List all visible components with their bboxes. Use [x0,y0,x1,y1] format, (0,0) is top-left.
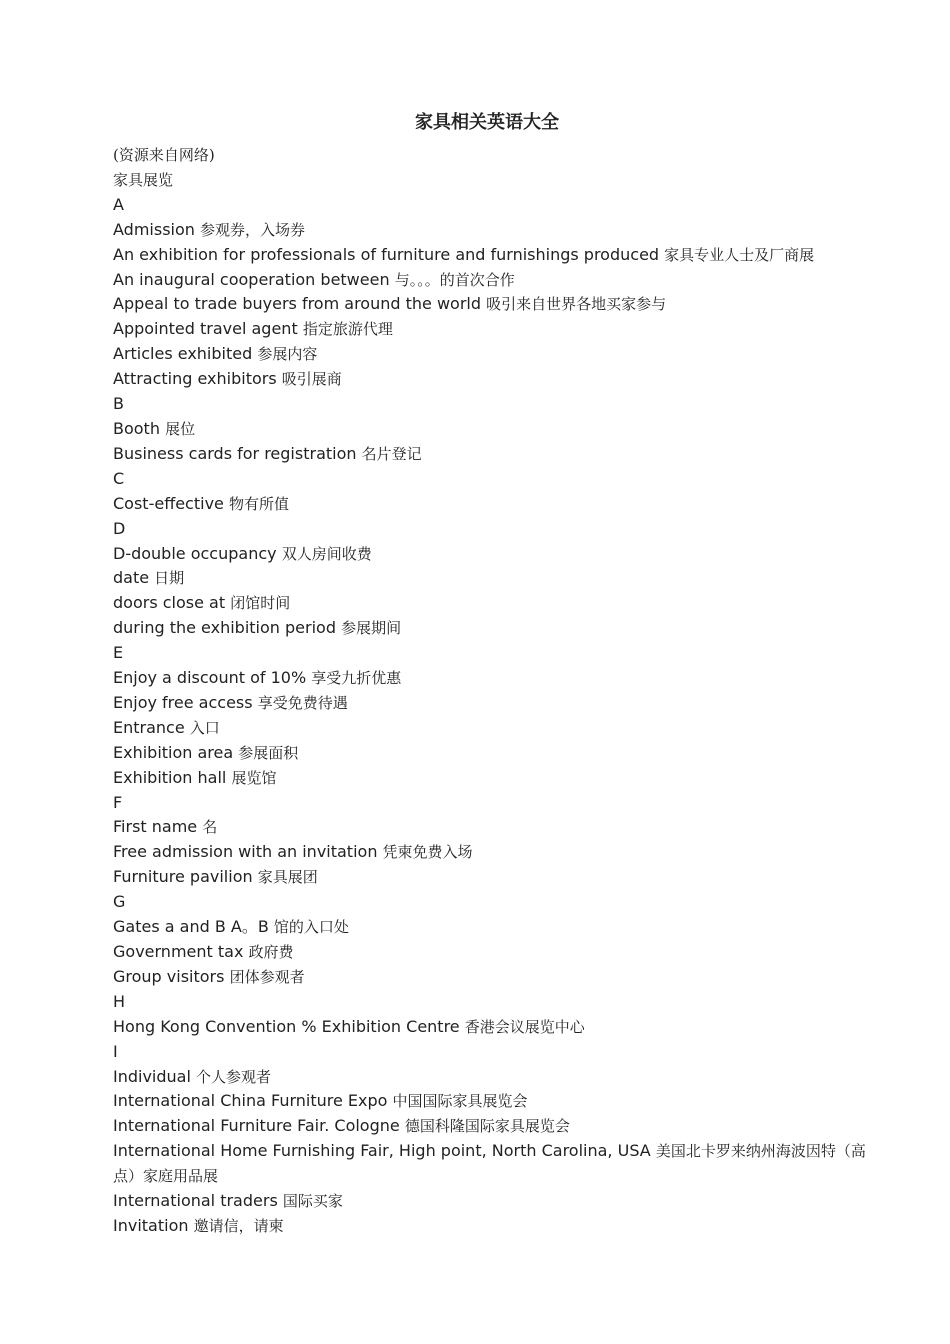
entry-english: First name [113,817,198,837]
glossary-entry [113,492,873,517]
entry-chinese: 政府费 [248,943,294,961]
entry-chinese: 家具专业人士及厂商展 [664,245,815,264]
entry-chinese: 参展期间 [341,619,402,638]
entry-chinese: 中国国际家具展览会 [392,1092,528,1111]
glossary-entry [113,243,873,268]
entry-english: Exhibition area [113,742,234,762]
glossary-entry [113,741,873,766]
section-letter [113,1040,873,1065]
entry-english: International China Furniture Expo [113,1091,388,1111]
entry-chinese: 吸引展商 [281,370,342,389]
entry-chinese: 参观券，入场券 [200,220,306,239]
entry-english: Hong Kong Convention % Exhibition Centre [113,1016,460,1036]
entry-chinese: 名片登记 [361,444,422,463]
glossary-entry [113,591,873,616]
entry-english: Booth [113,418,160,438]
entry-english: Attracting exhibitors [113,369,277,389]
entry-english: Admission [113,219,195,239]
entry-english: Enjoy free access [113,692,253,712]
entry-chinese: 日期 [154,569,185,588]
glossary-entry [113,915,873,940]
glossary-entry [113,317,873,342]
entry-chinese: 指定旅游代理 [302,320,393,339]
glossary-entry [113,417,873,442]
entry-chinese: 享受九折优惠 [311,669,402,688]
entry-english: Group visitors [113,966,225,986]
glossary-entry [113,1015,873,1040]
entry-chinese: 国际买家 [282,1192,343,1211]
glossary-entry [113,716,873,741]
glossary-entry [113,766,873,791]
entry-english: Invitation [113,1215,189,1235]
entry-english: Enjoy a discount of 10% [113,668,307,688]
entry-chinese: 个人参观者 [196,1067,272,1086]
entry-english: C [113,468,125,488]
glossary-list [113,143,873,1239]
glossary-entry [113,865,873,890]
entry-english: during the exhibition period [113,618,336,638]
section-letter [113,641,873,666]
glossary-entry [113,218,873,243]
entry-chinese: 美国北卡罗来纳州海波因特（高点）家庭用品展 [113,1142,866,1186]
glossary-entry [113,1189,873,1214]
document-title: 家具相关英语大全 [415,112,559,133]
entry-english: Articles exhibited [113,344,253,364]
glossary-entry [113,542,873,567]
entry-english: I [113,1041,118,1061]
entry-chinese: 家具展览 [113,170,174,189]
glossary-entry [113,442,873,467]
entry-chinese: 双人房间收费 [281,544,372,563]
entry-english: B [113,394,124,414]
entry-english: H [113,991,126,1011]
entry-chinese: 入口 [189,718,220,737]
entry-chinese: 参展面积 [238,743,299,762]
glossary-entry [113,342,873,367]
section-letter [113,467,873,492]
entry-chinese: 物有所值 [228,494,289,513]
entry-chinese: 邀请信，请柬 [193,1216,284,1235]
entry-english: Gates a and B A。B [113,917,269,937]
section-letter [113,791,873,816]
entry-chinese: 享受免费待遇 [257,693,348,712]
entry-english: An exhibition for professionals of furniture and furnishings produced [113,244,660,264]
entry-english: International Furniture Fair. Cologne [113,1116,400,1136]
entry-english: Business cards for registration [113,443,357,463]
entry-english: An inaugural cooperation between [113,269,390,289]
entry-english: D-double occupancy [113,543,277,563]
entry-english: Appointed travel agent [113,319,298,339]
glossary-entry [113,840,873,865]
entry-chinese: 展览馆 [231,768,277,787]
glossary-entry [113,268,873,293]
entry-english: Furniture pavilion [113,867,253,887]
entry-chinese: 参展内容 [257,345,318,364]
entry-english: G [113,892,126,912]
entry-chinese: 馆的入口处 [273,918,349,937]
entry-english: E [113,643,124,663]
glossary-entry [113,815,873,840]
entry-chinese: 团体参观者 [229,967,305,986]
glossary-entry [113,168,873,193]
entry-chinese: 家具展团 [257,868,318,887]
glossary-entry [113,1214,873,1239]
glossary-entry [113,666,873,691]
glossary-entry [113,616,873,641]
entry-english: date [113,568,150,588]
entry-chinese: 吸引来自世界各地买家参与 [486,295,667,314]
glossary-entry [113,940,873,965]
section-letter [113,392,873,417]
entry-english: Cost-effective [113,493,224,513]
entry-chinese: (资源来自网络) [113,146,215,164]
glossary-entry [113,965,873,990]
glossary-entry [113,143,873,168]
entry-english: Individual [113,1066,191,1086]
glossary-entry [113,691,873,716]
entry-english: doors close at [113,593,226,613]
entry-english: A [113,194,124,214]
glossary-entry [113,367,873,392]
entry-chinese: 德国科隆国际家具展览会 [404,1117,570,1136]
entry-english: Free admission with an invitation [113,842,378,862]
entry-english: F [113,792,123,812]
entry-chinese: 闭馆时间 [230,594,291,613]
entry-chinese: 展位 [165,419,196,438]
entry-english: Entrance [113,717,185,737]
entry-chinese: 与。。。的首次合作 [394,270,515,289]
glossary-entry [113,1139,873,1189]
section-letter [113,193,873,218]
entry-chinese: 香港会议展览中心 [464,1017,585,1036]
glossary-entry [113,1089,873,1114]
entry-english: Exhibition hall [113,767,227,787]
entry-english: International traders [113,1191,278,1211]
entry-chinese: 名 [202,818,218,837]
entry-english: International Home Furnishing Fair, High point, North Carolina, USA [113,1141,651,1161]
section-letter [113,890,873,915]
entry-english: Government tax [113,942,244,961]
entry-chinese: 凭柬免费入场 [382,843,473,862]
entry-english: Appeal to trade buyers from around the world [113,294,481,314]
section-letter [113,517,873,542]
glossary-entry [113,292,873,317]
entry-english: D [113,518,126,538]
section-letter [113,990,873,1015]
glossary-entry [113,566,873,591]
glossary-entry [113,1065,873,1090]
glossary-entry [113,1114,873,1139]
